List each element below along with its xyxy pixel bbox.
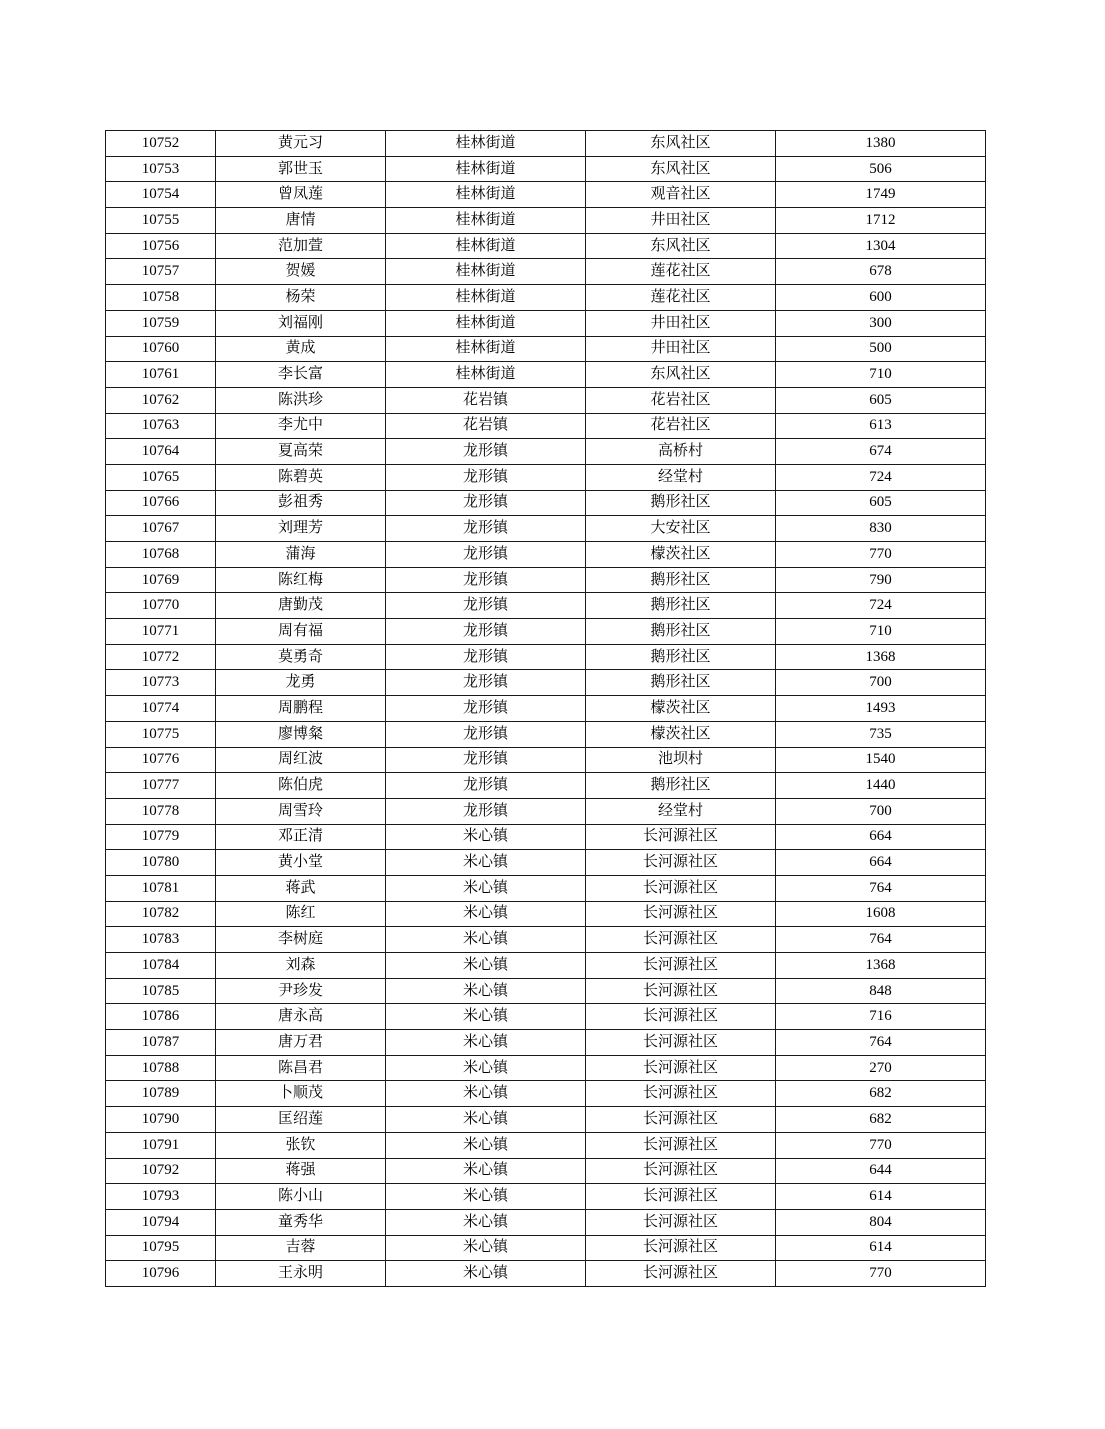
cell-name: 曾凤莲 (216, 182, 386, 208)
cell-id: 10768 (106, 542, 216, 568)
cell-value: 605 (776, 490, 986, 516)
cell-value: 605 (776, 387, 986, 413)
cell-id: 10791 (106, 1132, 216, 1158)
cell-id: 10774 (106, 696, 216, 722)
cell-town: 龙形镇 (386, 593, 586, 619)
cell-town: 米心镇 (386, 875, 586, 901)
cell-value: 1540 (776, 747, 986, 773)
cell-value: 770 (776, 1132, 986, 1158)
cell-value: 614 (776, 1235, 986, 1261)
cell-value: 613 (776, 413, 986, 439)
table-row (106, 1158, 986, 1184)
cell-id: 10765 (106, 464, 216, 490)
cell-name: 黄小堂 (216, 850, 386, 876)
table-row (106, 875, 986, 901)
cell-id: 10756 (106, 233, 216, 259)
cell-town: 花岩镇 (386, 413, 586, 439)
cell-community: 东风社区 (586, 131, 776, 157)
cell-id: 10777 (106, 773, 216, 799)
table-row (106, 285, 986, 311)
cell-value: 700 (776, 798, 986, 824)
cell-id: 10764 (106, 439, 216, 465)
table-row (106, 927, 986, 953)
table-row (106, 1209, 986, 1235)
cell-id: 10776 (106, 747, 216, 773)
cell-id: 10792 (106, 1158, 216, 1184)
table-row (106, 336, 986, 362)
cell-name: 陈碧英 (216, 464, 386, 490)
cell-name: 周雪玲 (216, 798, 386, 824)
cell-value: 270 (776, 1055, 986, 1081)
cell-name: 李树庭 (216, 927, 386, 953)
cell-community: 长河源社区 (586, 1132, 776, 1158)
cell-town: 米心镇 (386, 1107, 586, 1133)
cell-name: 唐万君 (216, 1030, 386, 1056)
table-row (106, 1132, 986, 1158)
cell-value: 1440 (776, 773, 986, 799)
cell-community: 经堂村 (586, 798, 776, 824)
cell-town: 龙形镇 (386, 696, 586, 722)
table-row (106, 850, 986, 876)
cell-town: 龙形镇 (386, 670, 586, 696)
table-row (106, 156, 986, 182)
cell-id: 10786 (106, 1004, 216, 1030)
cell-id: 10753 (106, 156, 216, 182)
cell-community: 莲花社区 (586, 259, 776, 285)
cell-town: 桂林街道 (386, 310, 586, 336)
cell-id: 10770 (106, 593, 216, 619)
cell-id: 10759 (106, 310, 216, 336)
cell-community: 长河源社区 (586, 824, 776, 850)
cell-town: 米心镇 (386, 953, 586, 979)
cell-community: 鹅形社区 (586, 644, 776, 670)
cell-id: 10757 (106, 259, 216, 285)
cell-name: 刘理芳 (216, 516, 386, 542)
cell-id: 10783 (106, 927, 216, 953)
cell-community: 鹅形社区 (586, 593, 776, 619)
cell-community: 观音社区 (586, 182, 776, 208)
cell-name: 陈红梅 (216, 567, 386, 593)
cell-town: 米心镇 (386, 824, 586, 850)
cell-name: 郭世玉 (216, 156, 386, 182)
cell-name: 匡绍莲 (216, 1107, 386, 1133)
table-row (106, 490, 986, 516)
table-row (106, 1235, 986, 1261)
cell-value: 1493 (776, 696, 986, 722)
table-row (106, 233, 986, 259)
cell-community: 鹅形社区 (586, 773, 776, 799)
cell-town: 米心镇 (386, 978, 586, 1004)
cell-name: 尹珍发 (216, 978, 386, 1004)
table-body (106, 131, 986, 1287)
cell-town: 桂林街道 (386, 182, 586, 208)
cell-id: 10763 (106, 413, 216, 439)
cell-town: 龙形镇 (386, 542, 586, 568)
cell-name: 卜顺茂 (216, 1081, 386, 1107)
cell-name: 周鹏程 (216, 696, 386, 722)
table-row (106, 362, 986, 388)
data-table (105, 130, 986, 1287)
cell-id: 10766 (106, 490, 216, 516)
cell-community: 长河源社区 (586, 1081, 776, 1107)
cell-value: 848 (776, 978, 986, 1004)
cell-community: 井田社区 (586, 310, 776, 336)
cell-value: 614 (776, 1184, 986, 1210)
cell-value: 300 (776, 310, 986, 336)
table-row (106, 439, 986, 465)
cell-community: 长河源社区 (586, 1184, 776, 1210)
cell-value: 644 (776, 1158, 986, 1184)
cell-name: 蒋强 (216, 1158, 386, 1184)
cell-id: 10779 (106, 824, 216, 850)
cell-id: 10758 (106, 285, 216, 311)
table-row (106, 670, 986, 696)
table-row (106, 824, 986, 850)
cell-name: 唐勤茂 (216, 593, 386, 619)
table-row (106, 1081, 986, 1107)
cell-value: 682 (776, 1081, 986, 1107)
table-row (106, 1055, 986, 1081)
cell-value: 830 (776, 516, 986, 542)
cell-town: 米心镇 (386, 1261, 586, 1287)
cell-town: 龙形镇 (386, 490, 586, 516)
cell-community: 东风社区 (586, 362, 776, 388)
cell-town: 龙形镇 (386, 798, 586, 824)
cell-community: 井田社区 (586, 336, 776, 362)
table-row (106, 696, 986, 722)
cell-town: 龙形镇 (386, 644, 586, 670)
cell-community: 莲花社区 (586, 285, 776, 311)
cell-name: 陈红 (216, 901, 386, 927)
table-row (106, 747, 986, 773)
table-row (106, 798, 986, 824)
cell-name: 黄元习 (216, 131, 386, 157)
cell-value: 506 (776, 156, 986, 182)
cell-town: 龙形镇 (386, 464, 586, 490)
cell-value: 735 (776, 721, 986, 747)
cell-id: 10760 (106, 336, 216, 362)
cell-name: 吉蓉 (216, 1235, 386, 1261)
cell-community: 东风社区 (586, 156, 776, 182)
cell-value: 1380 (776, 131, 986, 157)
cell-value: 764 (776, 1030, 986, 1056)
cell-name: 杨荣 (216, 285, 386, 311)
table-row (106, 413, 986, 439)
cell-town: 桂林街道 (386, 208, 586, 234)
cell-id: 10781 (106, 875, 216, 901)
cell-value: 682 (776, 1107, 986, 1133)
cell-id: 10785 (106, 978, 216, 1004)
cell-community: 长河源社区 (586, 1030, 776, 1056)
cell-name: 童秀华 (216, 1209, 386, 1235)
cell-value: 1304 (776, 233, 986, 259)
cell-id: 10769 (106, 567, 216, 593)
cell-name: 周红波 (216, 747, 386, 773)
cell-value: 664 (776, 824, 986, 850)
cell-name: 张钦 (216, 1132, 386, 1158)
cell-town: 桂林街道 (386, 131, 586, 157)
cell-community: 檬茨社区 (586, 542, 776, 568)
cell-value: 1368 (776, 644, 986, 670)
cell-community: 花岩社区 (586, 387, 776, 413)
cell-value: 770 (776, 1261, 986, 1287)
cell-community: 大安社区 (586, 516, 776, 542)
cell-id: 10771 (106, 619, 216, 645)
cell-town: 桂林街道 (386, 362, 586, 388)
cell-community: 长河源社区 (586, 978, 776, 1004)
cell-id: 10772 (106, 644, 216, 670)
cell-value: 1749 (776, 182, 986, 208)
cell-id: 10778 (106, 798, 216, 824)
cell-id: 10793 (106, 1184, 216, 1210)
cell-town: 米心镇 (386, 901, 586, 927)
cell-id: 10773 (106, 670, 216, 696)
cell-value: 500 (776, 336, 986, 362)
table-row (106, 516, 986, 542)
cell-name: 陈昌君 (216, 1055, 386, 1081)
cell-value: 710 (776, 619, 986, 645)
cell-town: 龙形镇 (386, 747, 586, 773)
cell-name: 莫勇奇 (216, 644, 386, 670)
cell-community: 长河源社区 (586, 1055, 776, 1081)
table-row (106, 1184, 986, 1210)
cell-id: 10782 (106, 901, 216, 927)
cell-id: 10775 (106, 721, 216, 747)
cell-name: 唐永高 (216, 1004, 386, 1030)
cell-community: 长河源社区 (586, 875, 776, 901)
cell-town: 花岩镇 (386, 387, 586, 413)
cell-value: 710 (776, 362, 986, 388)
cell-community: 长河源社区 (586, 1209, 776, 1235)
cell-id: 10780 (106, 850, 216, 876)
cell-id: 10796 (106, 1261, 216, 1287)
table-row (106, 131, 986, 157)
cell-value: 678 (776, 259, 986, 285)
cell-town: 桂林街道 (386, 336, 586, 362)
cell-name: 刘森 (216, 953, 386, 979)
cell-value: 700 (776, 670, 986, 696)
cell-id: 10755 (106, 208, 216, 234)
cell-community: 檬茨社区 (586, 696, 776, 722)
cell-value: 764 (776, 875, 986, 901)
table-row (106, 259, 986, 285)
cell-value: 716 (776, 1004, 986, 1030)
table-row (106, 1030, 986, 1056)
cell-id: 10767 (106, 516, 216, 542)
cell-town: 米心镇 (386, 850, 586, 876)
cell-community: 鹅形社区 (586, 670, 776, 696)
cell-name: 范加萱 (216, 233, 386, 259)
cell-id: 10790 (106, 1107, 216, 1133)
cell-value: 600 (776, 285, 986, 311)
cell-community: 长河源社区 (586, 1107, 776, 1133)
cell-id: 10754 (106, 182, 216, 208)
table-row (106, 953, 986, 979)
cell-id: 10794 (106, 1209, 216, 1235)
cell-id: 10787 (106, 1030, 216, 1056)
cell-value: 764 (776, 927, 986, 953)
table-row (106, 542, 986, 568)
cell-town: 龙形镇 (386, 721, 586, 747)
cell-community: 长河源社区 (586, 1235, 776, 1261)
table-row (106, 721, 986, 747)
cell-name: 周有福 (216, 619, 386, 645)
cell-value: 1608 (776, 901, 986, 927)
cell-community: 长河源社区 (586, 1004, 776, 1030)
cell-town: 米心镇 (386, 1184, 586, 1210)
cell-name: 邓正清 (216, 824, 386, 850)
cell-town: 米心镇 (386, 1209, 586, 1235)
cell-town: 米心镇 (386, 927, 586, 953)
cell-name: 廖博粲 (216, 721, 386, 747)
cell-town: 米心镇 (386, 1004, 586, 1030)
cell-town: 米心镇 (386, 1235, 586, 1261)
cell-name: 蒋武 (216, 875, 386, 901)
cell-name: 李长富 (216, 362, 386, 388)
cell-community: 长河源社区 (586, 953, 776, 979)
cell-value: 804 (776, 1209, 986, 1235)
cell-community: 鹅形社区 (586, 619, 776, 645)
cell-id: 10761 (106, 362, 216, 388)
cell-community: 经堂村 (586, 464, 776, 490)
cell-value: 664 (776, 850, 986, 876)
cell-community: 池坝村 (586, 747, 776, 773)
cell-town: 米心镇 (386, 1055, 586, 1081)
cell-name: 黄成 (216, 336, 386, 362)
cell-name: 刘福刚 (216, 310, 386, 336)
cell-name: 夏高荣 (216, 439, 386, 465)
cell-community: 鹅形社区 (586, 490, 776, 516)
cell-town: 米心镇 (386, 1030, 586, 1056)
cell-community: 东风社区 (586, 233, 776, 259)
cell-name: 陈伯虎 (216, 773, 386, 799)
cell-value: 1712 (776, 208, 986, 234)
cell-id: 10784 (106, 953, 216, 979)
cell-town: 龙形镇 (386, 439, 586, 465)
table-row (106, 978, 986, 1004)
table-row (106, 1261, 986, 1287)
cell-community: 长河源社区 (586, 1261, 776, 1287)
cell-value: 790 (776, 567, 986, 593)
cell-value: 770 (776, 542, 986, 568)
cell-community: 花岩社区 (586, 413, 776, 439)
table-row (106, 773, 986, 799)
cell-value: 724 (776, 464, 986, 490)
table-row (106, 208, 986, 234)
table-row (106, 182, 986, 208)
cell-name: 王永明 (216, 1261, 386, 1287)
cell-name: 陈小山 (216, 1184, 386, 1210)
cell-name: 彭祖秀 (216, 490, 386, 516)
cell-community: 长河源社区 (586, 850, 776, 876)
cell-community: 长河源社区 (586, 901, 776, 927)
cell-name: 龙勇 (216, 670, 386, 696)
cell-town: 米心镇 (386, 1081, 586, 1107)
cell-town: 桂林街道 (386, 156, 586, 182)
cell-town: 龙形镇 (386, 619, 586, 645)
cell-community: 长河源社区 (586, 1158, 776, 1184)
table-row (106, 464, 986, 490)
cell-town: 米心镇 (386, 1158, 586, 1184)
cell-name: 蒲海 (216, 542, 386, 568)
cell-town: 桂林街道 (386, 285, 586, 311)
cell-town: 龙形镇 (386, 516, 586, 542)
cell-value: 1368 (776, 953, 986, 979)
table-row (106, 593, 986, 619)
cell-town: 龙形镇 (386, 567, 586, 593)
table-row (106, 1107, 986, 1133)
cell-town: 龙形镇 (386, 773, 586, 799)
cell-community: 井田社区 (586, 208, 776, 234)
cell-value: 724 (776, 593, 986, 619)
table-row (106, 567, 986, 593)
cell-id: 10788 (106, 1055, 216, 1081)
cell-id: 10752 (106, 131, 216, 157)
cell-value: 674 (776, 439, 986, 465)
cell-name: 李尤中 (216, 413, 386, 439)
cell-name: 陈洪珍 (216, 387, 386, 413)
table-row (106, 310, 986, 336)
cell-community: 鹅形社区 (586, 567, 776, 593)
table-row (106, 387, 986, 413)
table-row (106, 644, 986, 670)
cell-town: 桂林街道 (386, 259, 586, 285)
table-row (106, 619, 986, 645)
cell-name: 贺媛 (216, 259, 386, 285)
table-row (106, 901, 986, 927)
cell-id: 10762 (106, 387, 216, 413)
cell-community: 檬茨社区 (586, 721, 776, 747)
table-row (106, 1004, 986, 1030)
cell-name: 唐情 (216, 208, 386, 234)
cell-community: 高桥村 (586, 439, 776, 465)
cell-town: 桂林街道 (386, 233, 586, 259)
cell-id: 10789 (106, 1081, 216, 1107)
cell-town: 米心镇 (386, 1132, 586, 1158)
cell-id: 10795 (106, 1235, 216, 1261)
cell-community: 长河源社区 (586, 927, 776, 953)
